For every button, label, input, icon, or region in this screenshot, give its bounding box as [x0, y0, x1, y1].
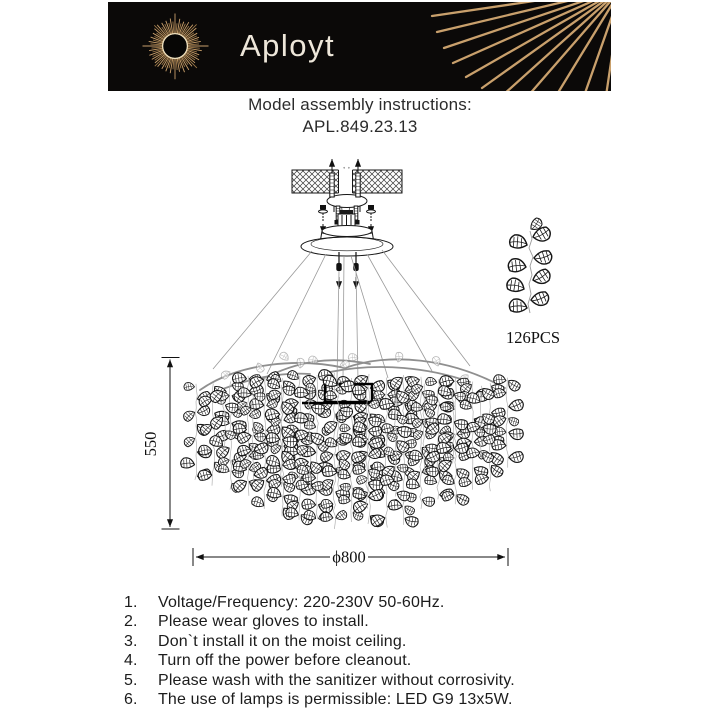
- instruction-text: Don`t install it on the moist ceiling.: [158, 632, 407, 650]
- leaf-strand-detail: [505, 217, 560, 347]
- instruction-text: Please wear gloves to install.: [158, 613, 369, 631]
- canopy: [301, 226, 393, 257]
- instruction-number: 5.: [124, 671, 138, 689]
- instruction-text: Voltage/Frequency: 220-230V 50-60Hz.: [158, 594, 445, 611]
- diameter-label: ϕ800: [332, 547, 366, 567]
- instructions-list: [124, 593, 515, 709]
- instruction-text: The use of lamps is permissible: LED G9 13x5W.: [158, 691, 513, 709]
- instruction-number: 6.: [124, 691, 138, 709]
- model-number: APL.849.23.13: [302, 116, 418, 136]
- instruction-item: [124, 671, 515, 690]
- brand-name: Aployt: [240, 28, 336, 63]
- instruction-item: [124, 632, 515, 651]
- height-dimension: [141, 358, 180, 530]
- cable-gripper: [336, 263, 341, 271]
- sheet-title-line1: Model assembly instructions:: [248, 95, 472, 114]
- instruction-item: [124, 690, 515, 709]
- instruction-number: 2.: [124, 613, 138, 631]
- terminal-block: [340, 210, 353, 214]
- instruction-item: [124, 612, 515, 631]
- diameter-dimension: [193, 548, 508, 567]
- instruction-text: Please wash with the sanitizer without corrosivity.: [158, 671, 515, 689]
- instruction-number: 4.: [124, 652, 138, 670]
- instruction-text: Turn off the power before cleanout.: [158, 652, 412, 670]
- instruction-item: [124, 593, 515, 612]
- height-label: 550: [141, 431, 160, 457]
- instruction-number: 3.: [124, 632, 138, 650]
- instruction-number: 1.: [124, 594, 138, 611]
- ceiling-mount: [292, 167, 402, 215]
- instruction-item: [124, 651, 515, 670]
- leaf-count-label: 126PCS: [505, 328, 561, 347]
